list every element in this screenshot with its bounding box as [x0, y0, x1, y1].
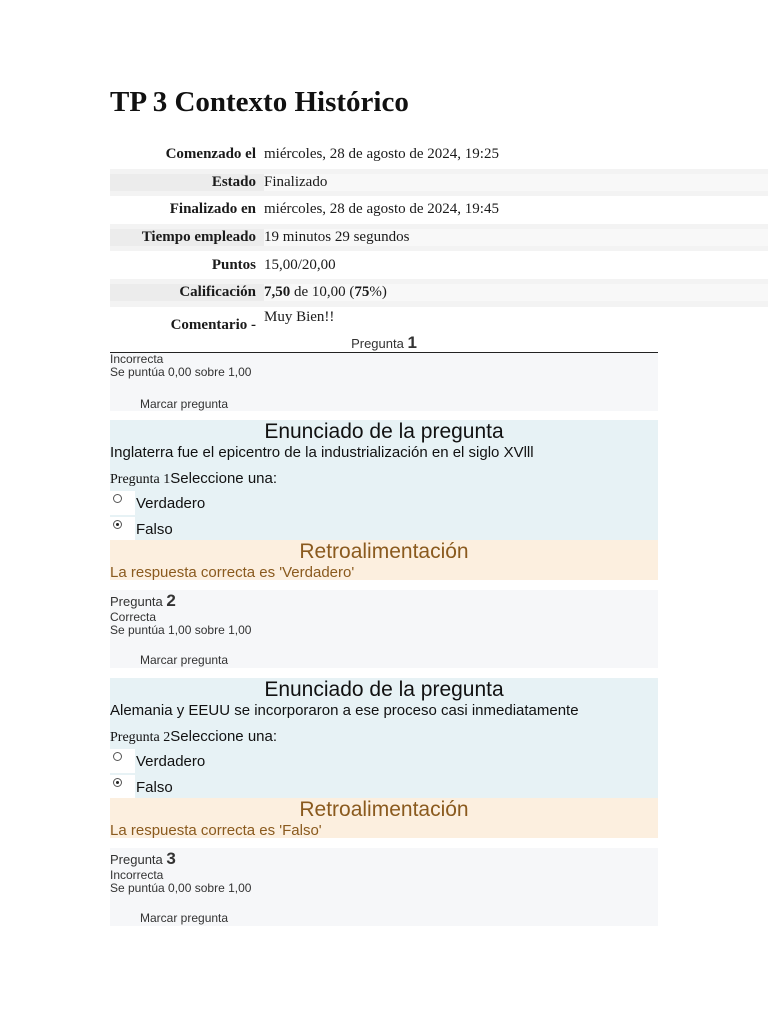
grade-percent: 75 [354, 284, 370, 301]
option-true[interactable] [110, 749, 658, 774]
statement-heading: Enunciado de la pregunta [264, 420, 504, 443]
summary-value: 15,00/20,00 [264, 256, 336, 273]
question-2-feedback [110, 798, 658, 838]
question-text: Inglaterra fue el epicentro de la industrialización en el siglo XVlll [110, 444, 534, 461]
summary-value: 19 minutos 29 segundos [264, 229, 768, 246]
radio-button[interactable] [113, 494, 122, 503]
option-false[interactable] [110, 517, 658, 542]
select-prompt: Pregunta 2Seleccione una: [110, 728, 278, 745]
summary-value: miércoles, 28 de agosto de 2024, 19:25 [264, 146, 499, 163]
summary-label: Comentario - [170, 316, 256, 333]
question-2-statement [110, 678, 658, 798]
summary-row-started [110, 141, 768, 169]
summary-value: miércoles, 28 de agosto de 2024, 19:45 [264, 201, 499, 218]
flag-question-button[interactable]: Marcar pregunta [140, 911, 229, 925]
flag-question-button[interactable]: Marcar pregunta [140, 653, 229, 667]
question-status: Correcta [110, 610, 157, 624]
option-label: Falso [136, 521, 173, 538]
option-label: Verdadero [136, 753, 206, 770]
option-false[interactable] [110, 775, 658, 800]
question-1-info [110, 353, 658, 411]
summary-label: Calificación [110, 284, 264, 301]
feedback-text: La respuesta correcta es 'Verdadero' [110, 564, 355, 581]
feedback-heading: Retroalimentación [299, 798, 469, 821]
summary-value: Muy Bien!! [264, 308, 335, 325]
grade-score: 7,50 [264, 284, 291, 301]
question-1-feedback [110, 540, 658, 580]
question-status: Incorrecta [110, 352, 164, 366]
option-true[interactable] [110, 491, 658, 516]
summary-label: Tiempo empleado [110, 229, 264, 246]
summary-label: Puntos [211, 256, 256, 273]
grade-mid: de 10,00 ( [294, 284, 355, 301]
question-number: Pregunta 1 [351, 333, 417, 352]
question-2-info [110, 590, 658, 668]
attempt-summary [110, 141, 768, 339]
summary-row-state [110, 169, 768, 197]
question-score: Se puntúa 1,00 sobre 1,00 [110, 623, 252, 637]
question-number: Pregunta 2 [110, 591, 176, 610]
question-2-header [110, 591, 658, 611]
question-number: Pregunta 3 [110, 849, 176, 868]
summary-row-grade [110, 279, 768, 307]
grade-end: %) [369, 284, 387, 301]
question-3-header [110, 849, 658, 869]
page-title: TP 3 Contexto Histórico [110, 86, 409, 118]
summary-row-points [110, 251, 768, 279]
question-1-header [110, 333, 658, 353]
question-1-statement [110, 420, 658, 540]
radio-button-selected[interactable] [113, 778, 122, 787]
question-3-info [110, 848, 658, 926]
select-prompt: Pregunta 1Seleccione una: [110, 470, 278, 487]
summary-value: Finalizado [264, 174, 768, 191]
flag-question-button[interactable]: Marcar pregunta [140, 397, 229, 411]
question-status: Incorrecta [110, 868, 164, 882]
radio-button-selected[interactable] [113, 520, 122, 529]
feedback-text: La respuesta correcta es 'Falso' [110, 822, 322, 839]
feedback-heading: Retroalimentación [299, 540, 469, 563]
summary-label: Comenzado el [165, 146, 256, 163]
summary-label: Finalizado en [169, 201, 256, 218]
summary-label: Estado [110, 174, 264, 191]
summary-value [264, 284, 768, 301]
question-score: Se puntúa 0,00 sobre 1,00 [110, 881, 252, 895]
option-label: Falso [136, 779, 173, 796]
summary-row-time [110, 224, 768, 252]
option-label: Verdadero [136, 495, 206, 512]
question-text: Alemania y EEUU se incorporaron a ese proceso casi inmediatamente [110, 702, 579, 719]
summary-row-finished [110, 196, 768, 224]
radio-button[interactable] [113, 752, 122, 761]
statement-heading: Enunciado de la pregunta [264, 678, 504, 701]
question-score: Se puntúa 0,00 sobre 1,00 [110, 365, 252, 379]
